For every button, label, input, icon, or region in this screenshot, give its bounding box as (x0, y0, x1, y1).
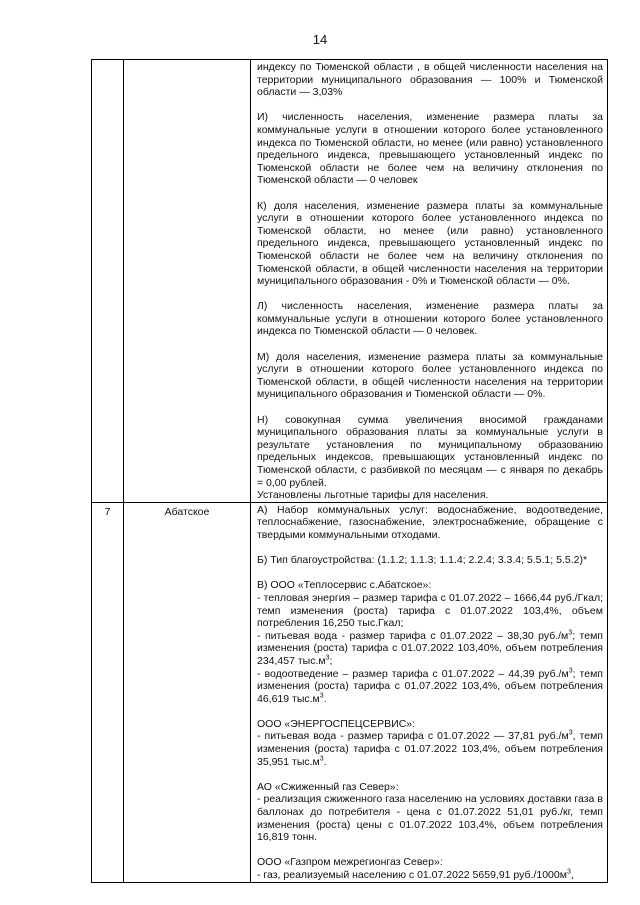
municipal-tariff-table (91, 59, 608, 883)
indicators-cell (251, 502, 608, 882)
provider-energospecservis-heading: ООО «ЭНЕРГОСПЕЦСЕРВИС»: (257, 717, 416, 730)
row-number-cell (92, 60, 124, 503)
paragraph-l: Л) численность населения, изменение размера платы за коммунальные услуги в отношении которого более установленного индекса по Тюменской области — 0 человек. (257, 300, 603, 338)
paragraph-population-share-continued: индексу по Тюменской области , в общей численности населения на территории муниципального образования — 100% и Тюменской области — 3,03% (257, 61, 603, 99)
municipality-name-cell: Абатское (124, 502, 251, 882)
paragraph-n: Н) совокупная сумма увеличения вносимой гражданами муниципального образования платы за коммунальные услуги в результате установления по муниципальному образованию предельных индексов, превышающих установленный индекс по Тюменской области, с разбивкой по месяцам — с января по декабрь = 0,00 рублей. (257, 413, 603, 489)
provider-teploservis-heading: В) ООО «Теплосервис с.Абатское»: (257, 579, 432, 592)
paragraph-a-services: А) Набор коммунальных услуг: водоснабжение, водоотведение, теплоснабжение, газоснабжение, электроснабжение, обращение с твердыми коммунальными отходами. (257, 503, 603, 541)
liquefied-gas-price: - реализация сжиженного газа населению на условиях доставки газа в баллонах до потребителя - цена с 01.07.2022 51,01 руб./кг, темп изменения (роста) цены с 01.07.2022 103,4%, объем потребления 16,819 тонн. (257, 793, 603, 844)
paragraph-m: М) доля населения, изменение размера платы за коммунальные услуги в отношении которого более установленного индекса по Тюменской области, в общей численности населения на территории муниципального образования и Тюменской области — 0%. (257, 350, 603, 401)
preferential-tariffs-note: Установлены льготные тарифы для населения. (257, 489, 489, 502)
row-number-cell: 7 (92, 502, 124, 882)
wastewater-tariff: - водоотведение – размер тарифа с 01.07.2022 – 44,39 $руб./м^3$; темп изменения (роста) тарифа с 01.07.2022 103,4%, объем потребления 46,619 $тыс.м^3$. (257, 667, 603, 705)
drinking-water-tariff: - питьевая вода - размер тарифа с 01.07.2022 – 38,30 $руб./м^3$; темп изменения (роста) тарифа с 01.07.2022 103,40%, объем потребления 234,457 $тыс.м^3$; (257, 629, 603, 667)
paragraph-b-amenities: Б) Тип благоустройства: (1.1.2; 1.1.3; 1.1.4; 2.2.4; 3.3.4; 5.5.1; 5.5.2)* (257, 554, 588, 567)
municipality-name-cell (124, 60, 251, 503)
page-number: 14 (312, 32, 328, 47)
table-row-abatskoe (92, 502, 608, 882)
provider-liquefied-gas-heading: АО «Сжиженный газ Север»: (257, 780, 399, 793)
paragraph-k: К) доля населения, изменение размера платы за коммунальные услуги в отношении которого более установленного индекса по Тюменской области, но менее (или равно) установленного предельного индекса, превышающего установленный индекс по Тюменской области не более чем на величину отклонения по Тюменской области, в общей численности населения на территории муниципального образования - 0% и Тюменской области — 0%. (257, 199, 603, 288)
indicators-cell (251, 60, 608, 503)
provider-gazprom-heading: ООО «Газпром межрегионгаз Север»: (257, 856, 443, 869)
paragraph-i: И) численность населения, изменение размера платы за коммунальные услуги в отношении которого более установленного индекса по Тюменской области, но менее (или равно) установленного предельного индекса, превышающего установленный индекс по Тюменской области не более чем на величину отклонения по Тюменской области — 0 человек (257, 111, 603, 187)
heat-energy-tariff: - тепловая энергия – размер тарифа с 01.07.2022 – 1666,44 руб./Гкал; темп изменения (роста) тарифа с 01.07.2022 103,4%, объем потребления 16,250 тыс.Гкал; (257, 591, 603, 630)
energospecservis-water-tariff: - питьевая вода - размер тарифа с 01.07.2022 — 37,81 $руб./м^3$, темп изменения (роста) тарифа с 01.07.2022 103,4%, объем потребления 35,951 $тыс.м^3$. (257, 729, 603, 768)
gazprom-gas-price: - газ, реализуемый населению с 01.07.2022 5659,91 $руб./1000м^3$, (257, 868, 574, 881)
table-row-continued (92, 60, 608, 503)
